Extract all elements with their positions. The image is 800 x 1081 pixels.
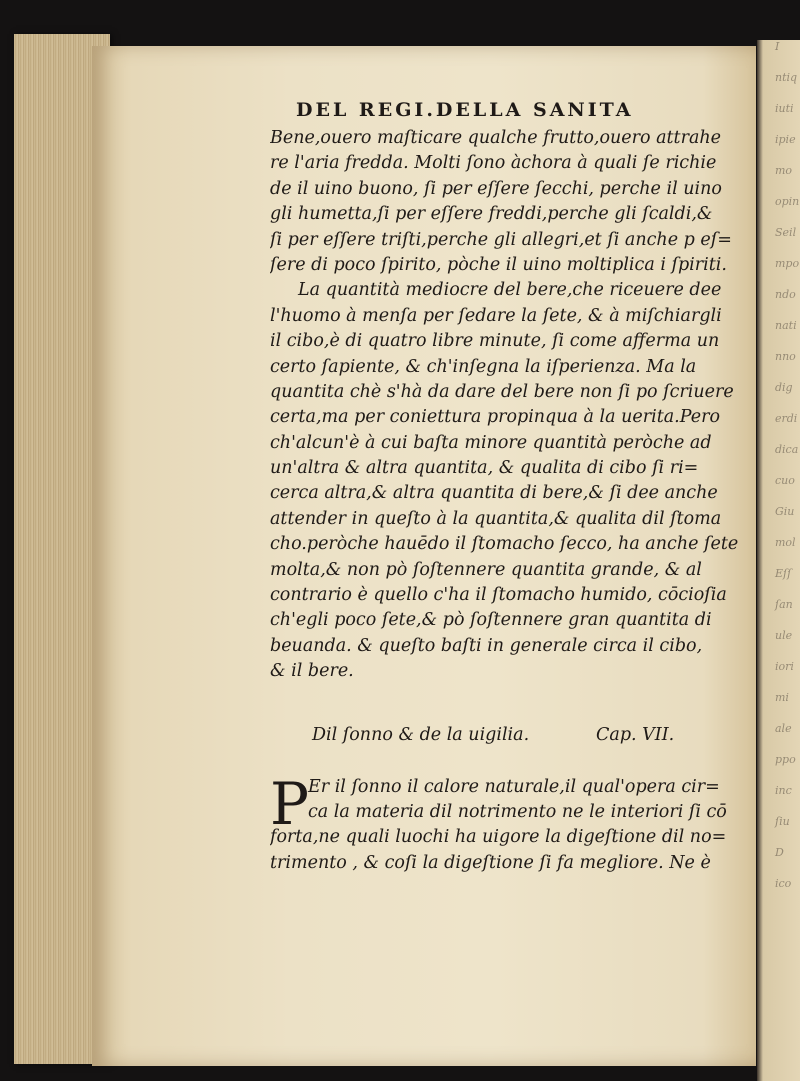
text-block xyxy=(270,98,740,876)
facing-page-fragment: Eſſ xyxy=(775,567,792,580)
text-line: Bene,ouero maſticare qualche frutto,ouero attrahe xyxy=(270,128,722,148)
text-line: & il bere. xyxy=(270,661,354,682)
facing-page-fragment: mo xyxy=(775,164,793,177)
text-line: attender in queſto à la quantita,& qualita dil ſtoma xyxy=(270,508,722,529)
facing-page-fragment: nati xyxy=(775,319,797,332)
paragraph-3 xyxy=(270,769,740,877)
text-line: quantita chè s'hà da dare del bere non ſi po ſcriuere xyxy=(270,381,734,402)
text-line: ca la materia dil notrimento ne le interiori ſi cō xyxy=(308,801,727,822)
facing-page xyxy=(757,40,800,1081)
facing-page-fragment: ule xyxy=(775,629,793,642)
facing-page-fragment: ipie xyxy=(775,133,796,146)
facing-page-fragment: iori xyxy=(775,660,794,673)
text-line: re l'aria fredda. Molti ſono àchora à quali ſe richie xyxy=(270,153,717,174)
facing-page-fragment: ico xyxy=(775,877,792,890)
text-line: contrario è quello c'ha il ſtomacho humido, cōcioſia xyxy=(270,585,727,606)
facing-page-fragment: Giu xyxy=(775,505,795,518)
facing-page-fragment: iuti xyxy=(775,102,794,115)
text-line: certo ſapiente, & ch'inſegna la iſperienza. Ma la xyxy=(270,356,697,377)
text-line: ch'egli poco ſete,& pò ſoſtennere gran quantita di xyxy=(270,610,712,631)
facing-page-fragment: Seil xyxy=(775,226,797,239)
running-head: DEL REGI.DELLA SANITA xyxy=(296,99,634,121)
facing-page-fragment: opin xyxy=(775,195,800,208)
text-line: cho.peròche hauēdo il ſtomacho ſecco, ha anche ſete xyxy=(270,534,739,555)
text-line: molta,& non pò ſoſtennere quantita grande, & al xyxy=(270,559,702,580)
facing-page-fragment: D xyxy=(775,846,784,859)
text-line: il cibo,è di quatro libre minute, ſi come afferma un xyxy=(270,331,720,352)
text-line: ſi per eſſere triſti,perche gli allegri,et ſi anche p eſ= xyxy=(270,229,732,250)
chapter-heading xyxy=(270,723,740,749)
text-line: certa,ma per coniettura propinqua à la uerita.Pero xyxy=(270,407,720,428)
text-line: forta,ne quali luochi ha uigore la digeſtione dil no= xyxy=(270,827,727,848)
facing-page-fragment: dig xyxy=(775,381,793,394)
facing-page-fragment: ſiu xyxy=(775,815,790,828)
text-line: de il uino buono, ſi per eſſere ſecchi, perche il uino xyxy=(270,178,722,199)
chapter-title: Dil ſonno & de la uigilia. xyxy=(312,724,530,745)
chapter-number: Cap. VII. xyxy=(596,724,675,745)
text-line: ch'alcun'è à cui baſta minore quantità peròche ad xyxy=(270,432,712,453)
text-line: beuanda. & queſto baſti in generale circa il cibo, xyxy=(270,635,703,656)
facing-page-fragment: ppo xyxy=(775,753,796,766)
text-line: cerca altra,& altra quantita di bere,& ſi dee anche xyxy=(270,483,718,504)
text-line: Er il ſonno il calore naturale,il qual'opera cir= xyxy=(308,776,720,797)
text-line: ſere di poco ſpirito, pòche il uino moltiplica i ſpiriti. xyxy=(270,254,727,275)
facing-page-fragment: inc xyxy=(775,784,792,797)
text-line: gli humetta,ſi per eſſere freddi,perche gli ſcaldi,& xyxy=(270,204,713,225)
facing-page-fragment: nno xyxy=(775,350,796,363)
facing-page-fragment: ntiq xyxy=(775,71,798,84)
facing-page-fragment: mpo xyxy=(775,257,800,270)
facing-page-fragment: dica xyxy=(775,443,799,456)
text-line: l'huomo à menſa per ſedare la ſete, & à miſchiargli xyxy=(270,305,722,326)
facing-page-fragment: ale xyxy=(775,722,792,735)
facing-page-fragment: mol xyxy=(775,536,796,549)
paragraph-2 xyxy=(270,278,740,684)
facing-page-fragment: ndo xyxy=(775,288,796,301)
drop-cap: P xyxy=(270,769,310,838)
facing-page-fragment: mi xyxy=(775,691,789,704)
text-line: trimento , & coſi la digeſtione ſi fa megliore. Ne è xyxy=(270,852,711,873)
text-line: La quantità mediocre del bere,che riceuere dee xyxy=(298,280,722,301)
facing-page-fragment: cuo xyxy=(775,474,795,487)
facing-page-fragment: I xyxy=(775,40,780,53)
facing-page-fragment: ſan xyxy=(775,598,793,611)
text-line: un'altra & altra quantita, & qualita di cibo ſi ri= xyxy=(270,458,699,479)
paragraph-1 xyxy=(270,126,740,278)
facing-page-fragment: erdi xyxy=(775,412,798,425)
